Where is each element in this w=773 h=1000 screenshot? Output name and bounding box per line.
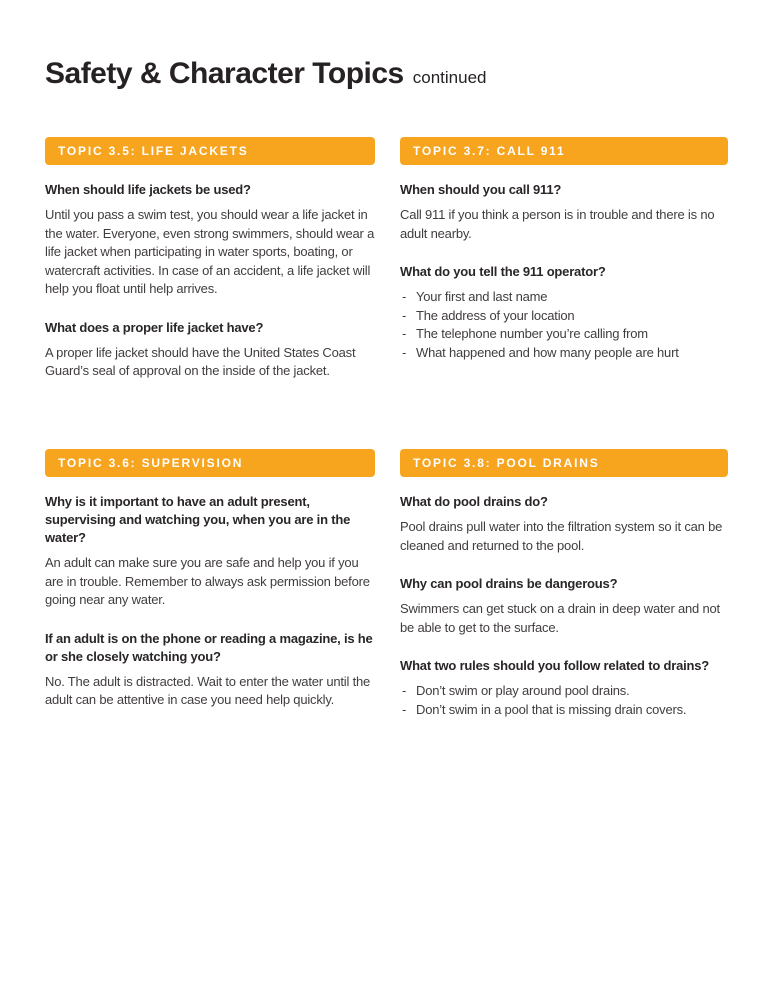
- answer-text: Pool drains pull water into the filtration system so it can be cleaned and returned to the pool.: [400, 519, 723, 553]
- dash-bullet: -: [402, 344, 407, 360]
- answer-bullet-list: [400, 682, 728, 719]
- bullet-item: [400, 325, 728, 344]
- question-text: Why is it important to have an adult present, supervising and watching you, when you are in the water?: [45, 494, 351, 545]
- topic-section-call-911: [400, 137, 728, 449]
- bullet-text: The telephone number you’re calling from: [416, 326, 648, 341]
- bullet-text: The address of your location: [416, 307, 575, 323]
- topic-header-bar: [400, 137, 728, 165]
- bullet-item: [400, 288, 728, 307]
- bullet-item: [400, 701, 728, 720]
- question-text: What does a proper life jacket have?: [45, 319, 264, 335]
- dash-bullet: -: [402, 701, 407, 717]
- topic-section-supervision: [45, 449, 375, 719]
- bullet-text: Don’t swim or play around pool drains.: [416, 683, 630, 698]
- answer-text: Call 911 if you think a person is in trouble and there is no adult nearby.: [400, 207, 715, 241]
- bullet-item: [400, 344, 728, 363]
- topic-section-life-jackets: [45, 137, 375, 449]
- bullet-text: Don’t swim in a pool that is missing drain covers.: [416, 701, 687, 717]
- answer-bullet-list: [400, 288, 728, 362]
- topic-section-pool-drains: [400, 449, 728, 719]
- question-text: Why can pool drains be dangerous?: [400, 576, 618, 591]
- answer-text: Swimmers can get stuck on a drain in deep water and not be able to get to the surface.: [400, 601, 720, 635]
- bullet-item: [400, 682, 728, 701]
- question-text: When should life jackets be used?: [45, 182, 251, 197]
- bullet-text: Your first and last name: [416, 289, 548, 304]
- dash-bullet: -: [402, 683, 407, 698]
- topics-grid: [45, 137, 728, 719]
- answer-text: Until you pass a swim test, you should wear a life jacket in the water. Everyone, even strong swimmers, should wear a life jacket when participating in water sports, boating, or watercraft activities. In case of an accident, a life jacket will help you float until help arrives.: [45, 207, 375, 296]
- page-title-suffix: continued: [412, 68, 487, 87]
- question-text: What two rules should you follow related to drains?: [400, 658, 710, 673]
- topic-header-label: TOPIC 3.5: LIFE JACKETS: [58, 144, 249, 158]
- topic-header-label: TOPIC 3.8: POOL DRAINS: [413, 456, 600, 470]
- question-text: What do you tell the 911 operator?: [400, 264, 606, 279]
- topic-header-bar: [400, 449, 728, 477]
- answer-text: A proper life jacket should have the United States Coast Guard’s seal of approval on the inside of the jacket.: [45, 344, 356, 378]
- topic-header-label: TOPIC 3.6: SUPERVISION: [58, 456, 244, 470]
- topic-header-bar: [45, 137, 375, 165]
- dash-bullet: -: [402, 289, 407, 304]
- question-text: When should you call 911?: [400, 182, 562, 197]
- bullet-item: [400, 307, 728, 326]
- question-text: If an adult is on the phone or reading a magazine, is he or she closely watching you?: [45, 630, 373, 664]
- topic-header-label: TOPIC 3.7: CALL 911: [413, 144, 566, 158]
- dash-bullet: -: [402, 326, 407, 341]
- answer-text: No. The adult is distracted. Wait to enter the water until the adult can be attentive in case you need help quickly.: [45, 673, 371, 707]
- dash-bullet: -: [402, 307, 407, 323]
- page-header: [45, 56, 728, 92]
- question-text: What do pool drains do?: [400, 494, 548, 509]
- answer-text: An adult can make sure you are safe and help you if you are in trouble. Remember to always ask permission before going near any water.: [45, 555, 370, 607]
- bullet-text: What happened and how many people are hurt: [416, 344, 679, 360]
- page-title: Safety & Character Topics: [45, 57, 404, 90]
- topic-header-bar: [45, 449, 375, 477]
